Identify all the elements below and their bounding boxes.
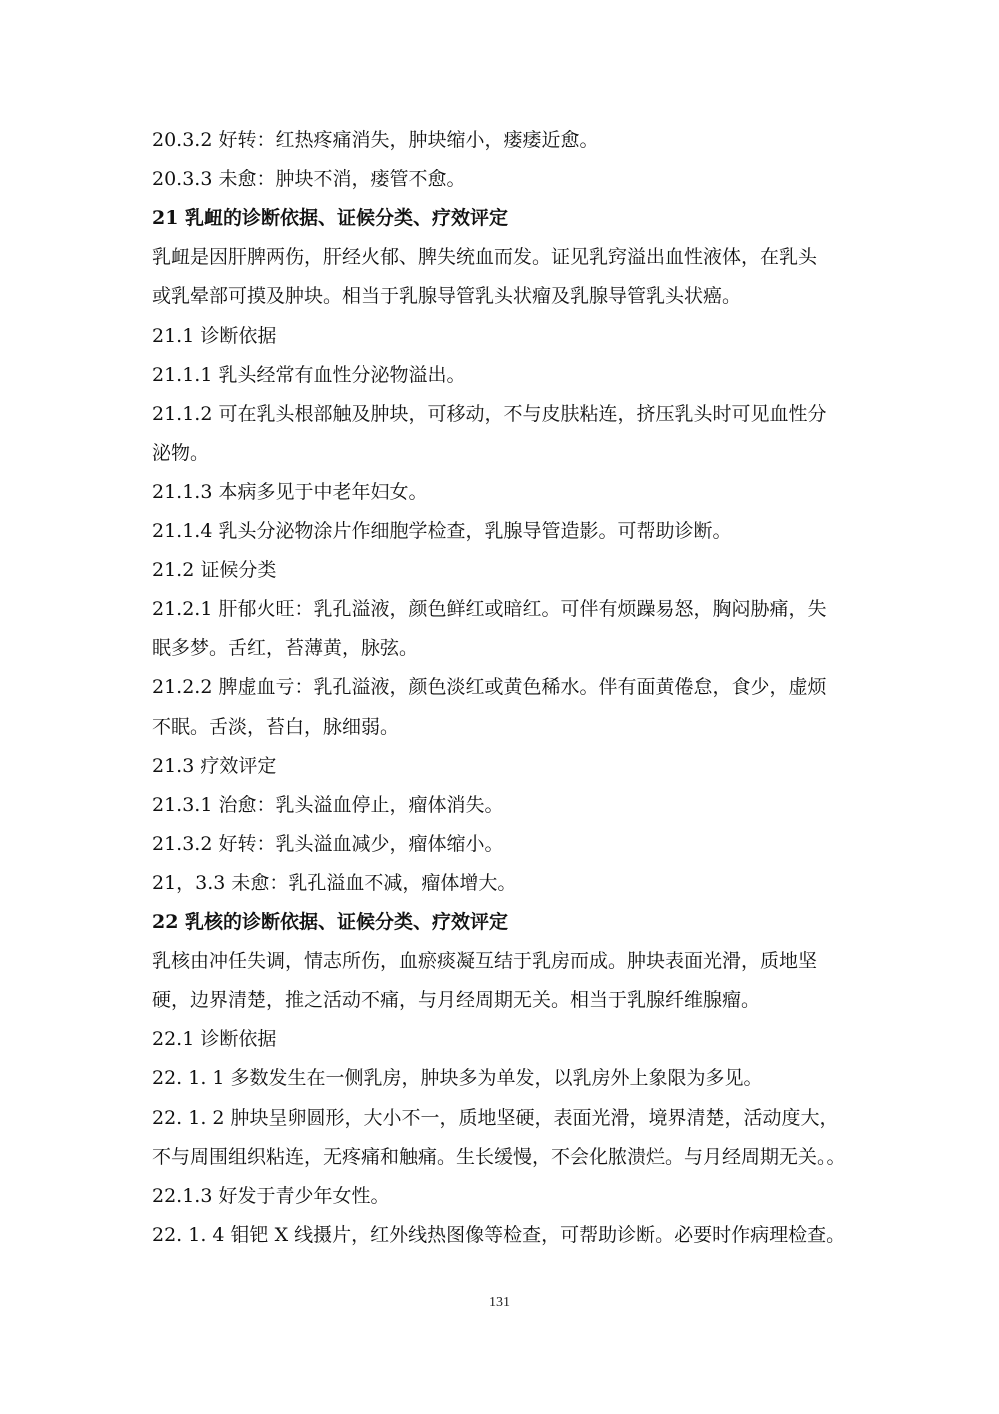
text-line: 乳核由冲任失调，情志所伤，血瘀痰凝互结于乳房而成。肿块表面光滑，质地坚 bbox=[152, 950, 818, 972]
text-line: 硬，边界清楚，推之活动不痛，与月经周期无关。相当于乳腺纤维腺瘤。 bbox=[152, 989, 761, 1011]
text-line: 21.2.2 脾虚血亏：乳孔溢液，颜色淡红或黄色稀水。伴有面黄倦怠，食少，虚烦 bbox=[152, 676, 827, 698]
text-line: 20.3.2 好转：红热疼痛消失，肿块缩小，瘘痿近愈。 bbox=[152, 129, 599, 151]
text-line: 21.1 诊断依据 bbox=[152, 325, 277, 347]
page-number: 131 bbox=[489, 1295, 510, 1310]
text-line: 21.3.2 好转：乳头溢血减少，瘤体缩小。 bbox=[152, 833, 504, 855]
text-line: 22.1.3 好发于青少年女性。 bbox=[152, 1185, 390, 1207]
text-line: 乳衄是因肝脾两伤，肝经火郁、脾失统血而发。证见乳窍溢出血性液体，在乳头 bbox=[152, 246, 818, 268]
text-line: 20.3.3 未愈：肿块不消，瘘管不愈。 bbox=[152, 168, 466, 190]
text-line: 21.3 疗效评定 bbox=[152, 755, 277, 777]
text-line: 不与周围组织粘连，无疼痛和触痛。生长缓慢，不会化脓溃烂。与月经周期无关。。 bbox=[152, 1146, 846, 1168]
text-line: 22.1 诊断依据 bbox=[152, 1028, 277, 1050]
text-line: 22. 1. 2 肿块呈卵圆形，大小不一，质地坚硬，表面光滑，境界清楚，活动度大， bbox=[152, 1107, 839, 1129]
text-line: 不眠。舌淡，苔白，脉细弱。 bbox=[152, 716, 400, 738]
section-heading: 21 乳衄的诊断依据、证候分类、疗效评定 bbox=[152, 207, 509, 229]
text-line: 21.1.1 乳头经常有血性分泌物溢出。 bbox=[152, 364, 466, 386]
text-line: 21.2 证候分类 bbox=[152, 559, 277, 581]
text-line: 泌物。 bbox=[152, 442, 210, 464]
section-heading: 22 乳核的诊断依据、证候分类、疗效评定 bbox=[152, 911, 509, 933]
text-line: 21.2.1 肝郁火旺：乳孔溢液，颜色鲜红或暗红。可伴有烦躁易怒，胸闷胁痛，失 bbox=[152, 598, 827, 620]
text-line: 21.1.4 乳头分泌物涂片作细胞学检查，乳腺导管造影。可帮助诊断。 bbox=[152, 520, 732, 542]
text-line: 21.1.3 本病多见于中老年妇女。 bbox=[152, 481, 428, 503]
text-line: 眠多梦。舌红，苔薄黄，脉弦。 bbox=[152, 637, 419, 659]
text-line: 21.3.1 治愈：乳头溢血停止，瘤体消失。 bbox=[152, 794, 504, 816]
text-line: 21.1.2 可在乳头根部触及肿块，可移动，不与皮肤粘连，挤压乳头时可见血性分 bbox=[152, 403, 827, 425]
text-line: 22. 1. 1 多数发生在一侧乳房，肿块多为单发，以乳房外上象限为多见。 bbox=[152, 1067, 763, 1089]
text-line: 或乳晕部可摸及肿块。相当于乳腺导管乳头状瘤及乳腺导管乳头状癌。 bbox=[152, 285, 742, 307]
text-line: 21，3.3 未愈：乳孔溢血不减，瘤体增大。 bbox=[152, 872, 517, 894]
text-line: 22. 1. 4 钼钯 X 线摄片，红外线热图像等检查，可帮助诊断。必要时作病理检查。 bbox=[152, 1224, 846, 1246]
